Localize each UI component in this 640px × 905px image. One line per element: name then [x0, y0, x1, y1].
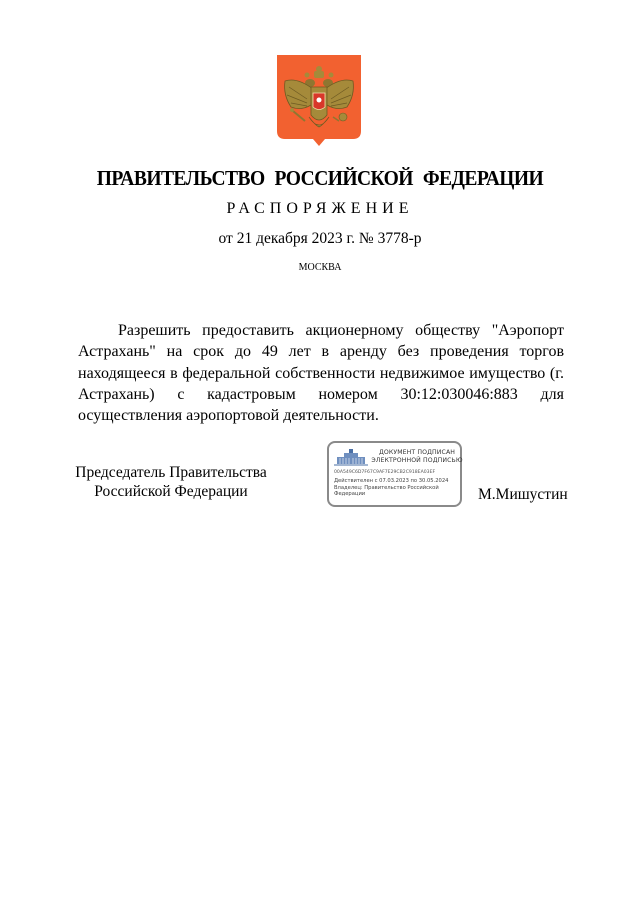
- signatory-position: [70, 463, 272, 501]
- signatory-name: М.Мишустин: [478, 486, 568, 503]
- document-body: [78, 320, 564, 426]
- certificate-serial: 00A549C6D7F67C9AF7E29CB2C918EA03EF: [334, 470, 436, 475]
- coat-of-arms-emblem: [277, 55, 361, 147]
- electronic-signature-stamp: [327, 441, 462, 507]
- certificate-owner-line2: Федерации: [334, 491, 366, 498]
- body-paragraph: Разрешить предоставить акционерному обществу "Аэропорт Астрахань" на срок до 49 лет в аренду без проведения торгов находящееся в федеральной собственности недвижимое имущество (г. Астрахань) с кадастровым номером 30:12:030046:883 для осуществления аэропортовой деятельности.: [78, 322, 564, 425]
- certificate-details: [334, 478, 448, 498]
- issuer-title: ПРАВИТЕЛЬСТВО РОССИЙСКОЙ ФЕДЕРАЦИИ: [96, 166, 544, 190]
- government-building-icon: [334, 448, 368, 466]
- stamp-heading-line1: ДОКУМЕНТ ПОДПИСАН: [378, 449, 456, 456]
- certificate-validity: Действителен с 07.03.2023 по 30.05.2024: [334, 478, 449, 484]
- stamp-heading-line2: ЭЛЕКТРОННОЙ ПОДПИСЬЮ: [371, 457, 463, 464]
- signatory-position-line2: Российской Федерации: [94, 483, 248, 500]
- document-date-number: от 21 декабря 2023 г. № 3778-р: [218, 230, 422, 247]
- certificate-owner-line1: Владелец: Правительство Российской: [334, 484, 439, 491]
- document-city: МОСКВА: [298, 262, 342, 273]
- stamp-heading: [371, 449, 463, 465]
- double-headed-eagle-icon: [277, 55, 361, 147]
- document-type: РАСПОРЯЖЕНИЕ: [226, 200, 414, 217]
- signatory-position-line1: Председатель Правительства: [75, 464, 267, 481]
